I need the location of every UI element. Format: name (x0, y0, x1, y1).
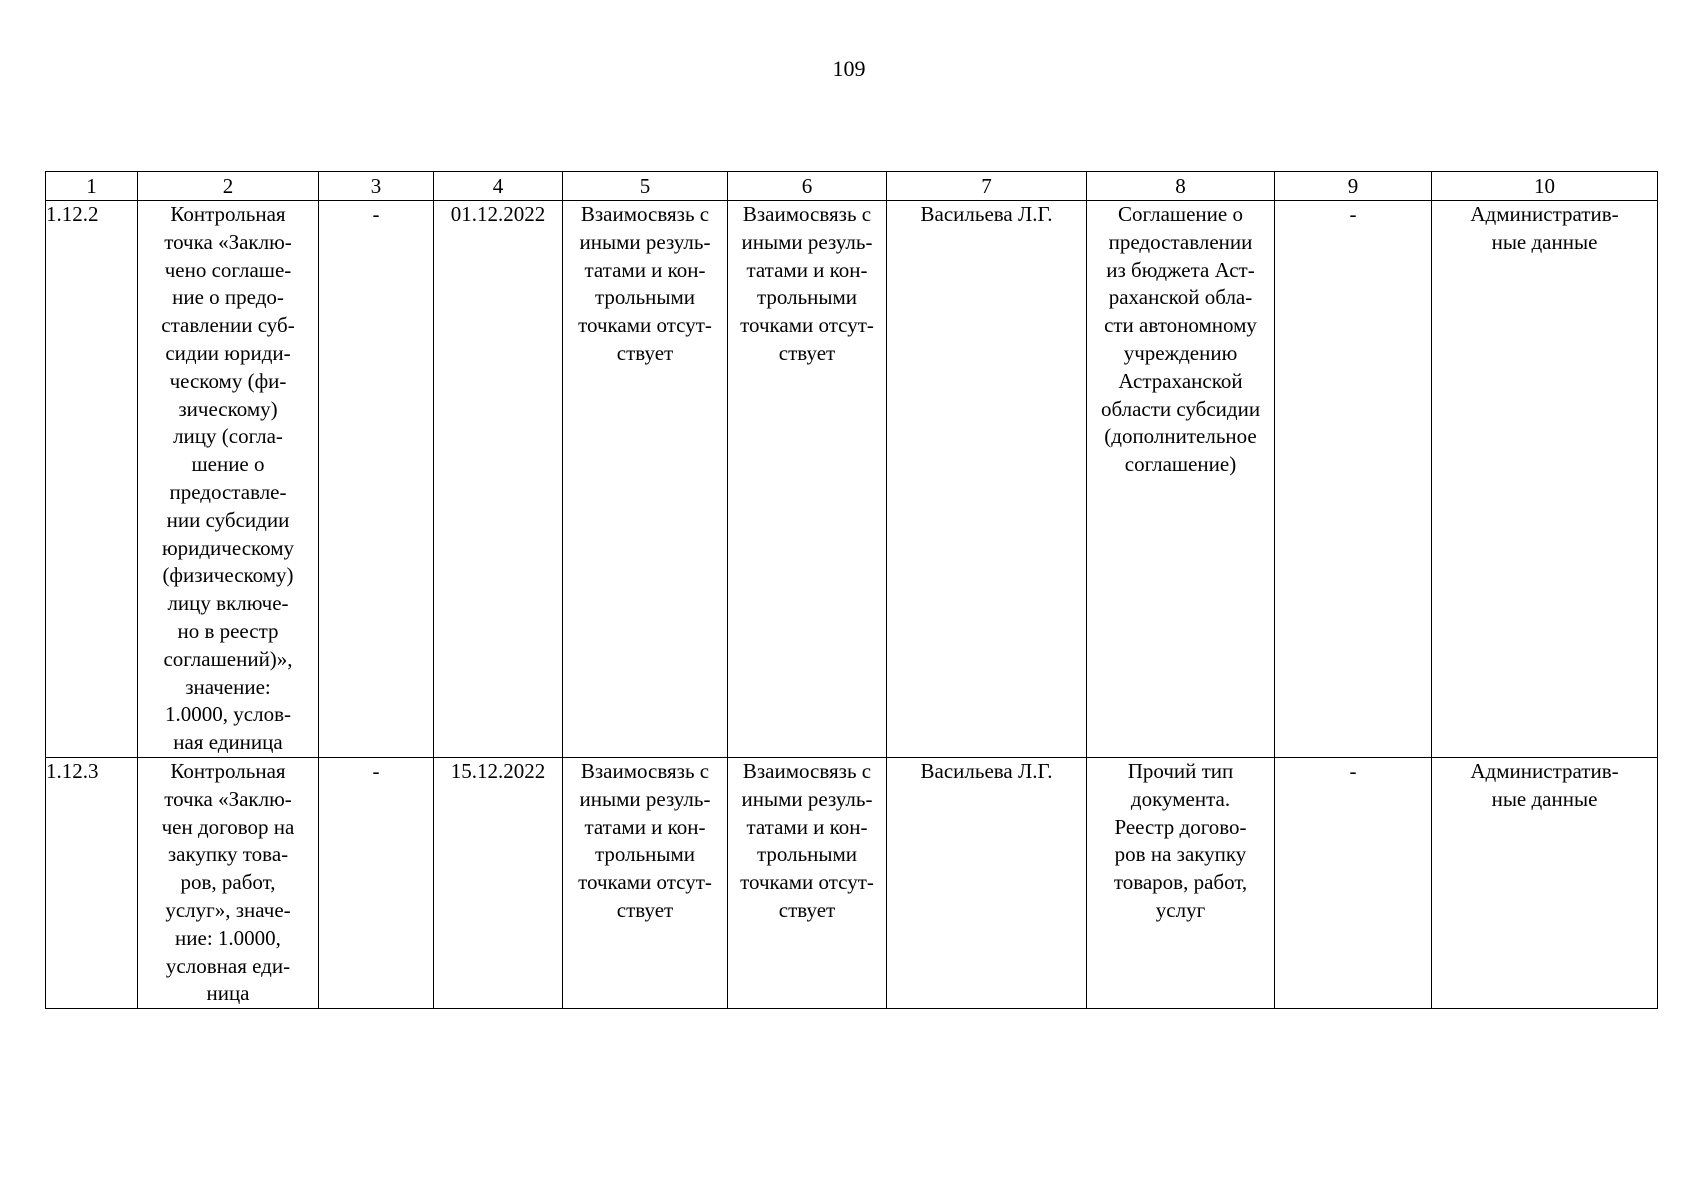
header-row (46, 172, 1658, 201)
header-cell-8: 8 (1087, 172, 1275, 201)
date-cell: 01.12.2022 (434, 201, 563, 758)
header-cell-10: 10 (1432, 172, 1658, 201)
column-3-cell: - (319, 758, 434, 1009)
column-9-cell: - (1275, 201, 1432, 758)
responsible-cell: Васильева Л.Г. (887, 201, 1087, 758)
header-cell-3: 3 (319, 172, 434, 201)
table-row (46, 201, 1658, 758)
header-cell-6: 6 (728, 172, 887, 201)
control-point-name-cell: Контрольная точка «Заклю- чен договор на закупку това- ров, работ, услуг», значе- ние: 1.0000, условная еди- ница (138, 758, 319, 1009)
data-source-cell: Административ- ные данные (1432, 758, 1658, 1009)
column-6-cell: Взаимосвязь с иными резуль- татами и кон- трольными точками отсут- ствует (728, 758, 887, 1009)
date-cell: 15.12.2022 (434, 758, 563, 1009)
header-cell-5: 5 (563, 172, 728, 201)
header-cell-4: 4 (434, 172, 563, 201)
header-cell-9: 9 (1275, 172, 1432, 201)
header-cell-7: 7 (887, 172, 1087, 201)
column-3-cell: - (319, 201, 434, 758)
page-number: 109 (832, 56, 866, 81)
column-5-cell: Взаимосвязь с иными резуль- татами и кон- трольными точками отсут- ствует (563, 758, 728, 1009)
document-type-cell: Прочий тип документа. Реестр догово- ров на закупку товаров, работ, услуг (1087, 758, 1275, 1009)
row-number-cell: 1.12.3 (46, 758, 138, 1009)
responsible-cell: Васильева Л.Г. (887, 758, 1087, 1009)
header-cell-1: 1 (46, 172, 138, 201)
column-6-cell: Взаимосвязь с иными резуль- татами и кон- трольными точками отсут- ствует (728, 201, 887, 758)
data-source-cell: Административ- ные данные (1432, 201, 1658, 758)
control-points-table (45, 171, 1658, 1009)
column-9-cell: - (1275, 758, 1432, 1009)
document-type-cell: Соглашение о предоставлении из бюджета Аст- раханской обла- сти автономному учреждению Астраханской области субсидии (дополнительное соглашение) (1087, 201, 1275, 758)
control-point-name-cell: Контрольная точка «Заклю- чено соглаше- ние о предо- ставлении суб- сидии юриди- ческому (фи- зическому) лицу (согла- шение о предоставле- нии субсидии юридическому (физическому) лицу включе- но в реестр соглашений)», значение: 1.0000, услов- ная единица (138, 201, 319, 758)
column-5-cell: Взаимосвязь с иными резуль- татами и кон- трольными точками отсут- ствует (563, 201, 728, 758)
table-row (46, 758, 1658, 1009)
header-cell-2: 2 (138, 172, 319, 201)
row-number-cell: 1.12.2 (46, 201, 138, 758)
